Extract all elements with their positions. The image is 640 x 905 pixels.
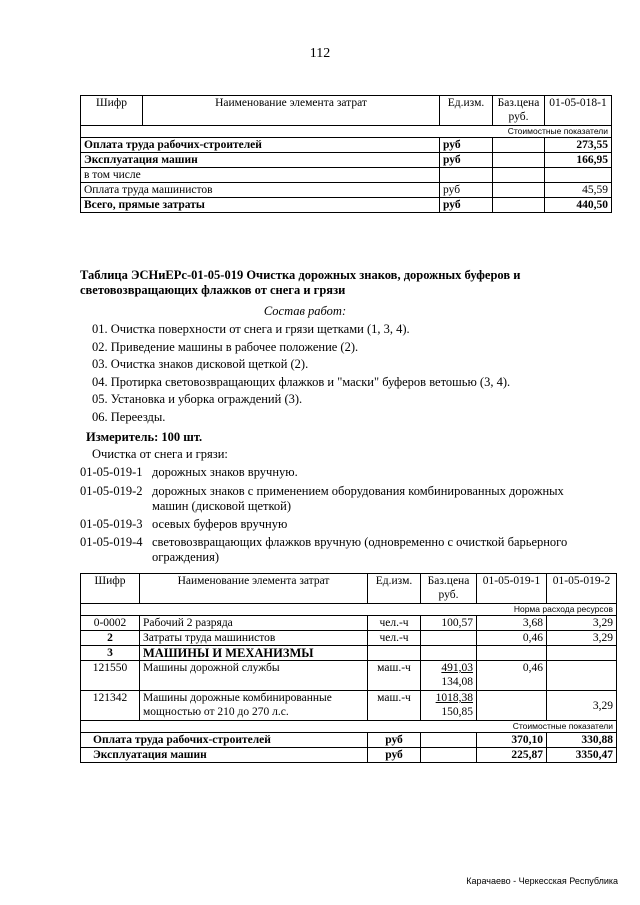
row-unit: маш.-ч — [368, 661, 421, 691]
header-price: Баз.цена руб. — [421, 574, 477, 604]
section-title: Таблица ЭСНиЕРс-01-05-019 Очистка дорожных знаков, дорожных буферов и световозвращающих флажков от снега и грязи — [80, 268, 521, 297]
work-item: 02. Приведение машины в рабочее положение (2). — [92, 340, 359, 354]
row-price — [493, 198, 545, 213]
item-code: 01-05-019-4 — [80, 535, 143, 549]
header-name: Наименование элемента затрат — [143, 96, 440, 126]
row-name: Машины дорожной службы — [140, 661, 368, 691]
row-code: 121550 — [81, 661, 140, 691]
row-name: Всего, прямые затраты — [81, 198, 440, 213]
table-row — [81, 733, 617, 748]
row-value-2: 3350,47 — [547, 748, 617, 763]
row-unit: руб — [440, 138, 493, 153]
row-value: 166,95 — [545, 153, 612, 168]
row-value-2 — [547, 646, 617, 661]
row-value: 45,59 — [545, 183, 612, 198]
row-unit: руб — [440, 153, 493, 168]
row-value-1: 0,46 — [477, 631, 547, 646]
subheader-norm: Норма расхода ресурсов — [81, 604, 617, 616]
row-value-1: 3,68 — [477, 616, 547, 631]
row-value-1 — [477, 691, 547, 721]
row-price — [493, 168, 545, 183]
row-value — [545, 168, 612, 183]
header-code: Шифр — [81, 574, 140, 604]
row-code: 2 — [81, 631, 140, 646]
row-value-2: 3,29 — [547, 691, 617, 721]
item-text: дорожных знаков с применением оборудования комбинированных дорожных машин (дисковой щеткой) — [152, 484, 564, 513]
row-price — [421, 691, 477, 721]
row-price — [421, 631, 477, 646]
row-unit: чел.-ч — [368, 616, 421, 631]
row-price — [421, 661, 477, 691]
table-row — [81, 691, 617, 721]
row-name: Машины дорожные комбинированные мощностью от 210 до 270 л.с. — [140, 691, 368, 721]
row-value-2: 3,29 — [547, 616, 617, 631]
row-price — [421, 733, 477, 748]
row-name: Затраты труда машинистов — [140, 631, 368, 646]
header-name: Наименование элемента затрат — [140, 574, 368, 604]
row-unit: руб — [440, 198, 493, 213]
row-value-1: 225,87 — [477, 748, 547, 763]
intro: Очистка от снега и грязи: — [92, 447, 228, 461]
price-base: 1018,38 — [435, 692, 473, 704]
row-name: Рабочий 2 разряда — [140, 616, 368, 631]
row-name: Оплата труда машинистов — [81, 183, 440, 198]
item-text: световозвращающих флажков вручную (одновременно с очисткой барьерного ограждения) — [152, 535, 568, 564]
row-unit: руб — [440, 183, 493, 198]
work-item: 04. Протирка световозвращающих флажков и "маски" буферов ветошью (3, 4). — [92, 375, 511, 389]
item-code: 01-05-019-3 — [80, 517, 143, 531]
row-value: 273,55 — [545, 138, 612, 153]
composition-label: Состав работ: — [263, 304, 347, 318]
row-name: в том числе — [81, 168, 440, 183]
row-name: МАШИНЫ И МЕХАНИЗМЫ — [140, 646, 368, 661]
header-price: Баз.цена руб. — [493, 96, 545, 126]
row-value: 440,50 — [545, 198, 612, 213]
item-code: 01-05-019-2 — [80, 484, 143, 498]
work-item: 03. Очистка знаков дисковой щеткой (2). — [92, 357, 309, 371]
row-name: Оплата труда рабочих-строителей — [81, 733, 368, 748]
row-price: 100,57 — [421, 616, 477, 631]
row-name: Эксплуатация машин — [81, 153, 440, 168]
item-text: осевых буферов вручную — [152, 517, 288, 531]
row-price — [493, 138, 545, 153]
table-row — [81, 661, 617, 691]
header-column-1: 01-05-019-1 — [477, 574, 547, 604]
table-row — [81, 183, 612, 198]
work-item: 06. Переезды. — [92, 410, 166, 424]
subheader-cost: Стоимостные показатели — [81, 721, 617, 733]
row-value-2 — [547, 661, 617, 691]
row-code: 0-0002 — [81, 616, 140, 631]
table-row — [81, 198, 612, 213]
table-row — [81, 168, 612, 183]
work-item: 05. Установка и уборка ограждений (3). — [92, 392, 303, 406]
header-unit: Ед.изм. — [440, 96, 493, 126]
price-secondary: 134,08 — [441, 676, 473, 688]
row-value-1 — [477, 646, 547, 661]
row-unit — [368, 646, 421, 661]
table-row — [81, 631, 617, 646]
row-unit: чел.-ч — [368, 631, 421, 646]
work-item: 01. Очистка поверхности от снега и грязи щетками (1, 3, 4). — [92, 322, 410, 336]
row-name: Оплата труда рабочих-строителей — [81, 138, 440, 153]
row-unit: руб — [368, 733, 421, 748]
price-secondary: 150,85 — [441, 706, 473, 718]
page-number: 112 — [309, 46, 331, 61]
row-value-2: 330,88 — [547, 733, 617, 748]
item-text: дорожных знаков вручную. — [152, 465, 298, 479]
subheader-cost: Стоимостные показатели — [81, 126, 612, 138]
table-row — [81, 138, 612, 153]
row-unit — [440, 168, 493, 183]
row-value-1: 0,46 — [477, 661, 547, 691]
row-unit: маш.-ч — [368, 691, 421, 721]
header-column: 01-05-018-1 — [545, 96, 612, 126]
table-row — [81, 748, 617, 763]
header-column-2: 01-05-019-2 — [547, 574, 617, 604]
header-unit: Ед.изм. — [368, 574, 421, 604]
table-row — [81, 153, 612, 168]
measure: Измеритель: 100 шт. — [86, 430, 203, 444]
table-row — [81, 646, 617, 661]
row-price — [493, 183, 545, 198]
footer: Карачаево - Черкесская Республика — [466, 876, 618, 886]
cost-table-018 — [80, 95, 612, 213]
price-base: 491,03 — [441, 662, 473, 674]
item-code: 01-05-019-1 — [80, 465, 143, 479]
row-code: 121342 — [81, 691, 140, 721]
row-price — [421, 748, 477, 763]
row-code: 3 — [81, 646, 140, 661]
resource-table-019 — [80, 573, 617, 763]
row-value-1: 370,10 — [477, 733, 547, 748]
row-price — [421, 646, 477, 661]
row-value-2: 3,29 — [547, 631, 617, 646]
row-price — [493, 153, 545, 168]
row-name: Эксплуатация машин — [81, 748, 368, 763]
row-unit: руб — [368, 748, 421, 763]
header-code: Шифр — [81, 96, 143, 126]
table-row — [81, 616, 617, 631]
